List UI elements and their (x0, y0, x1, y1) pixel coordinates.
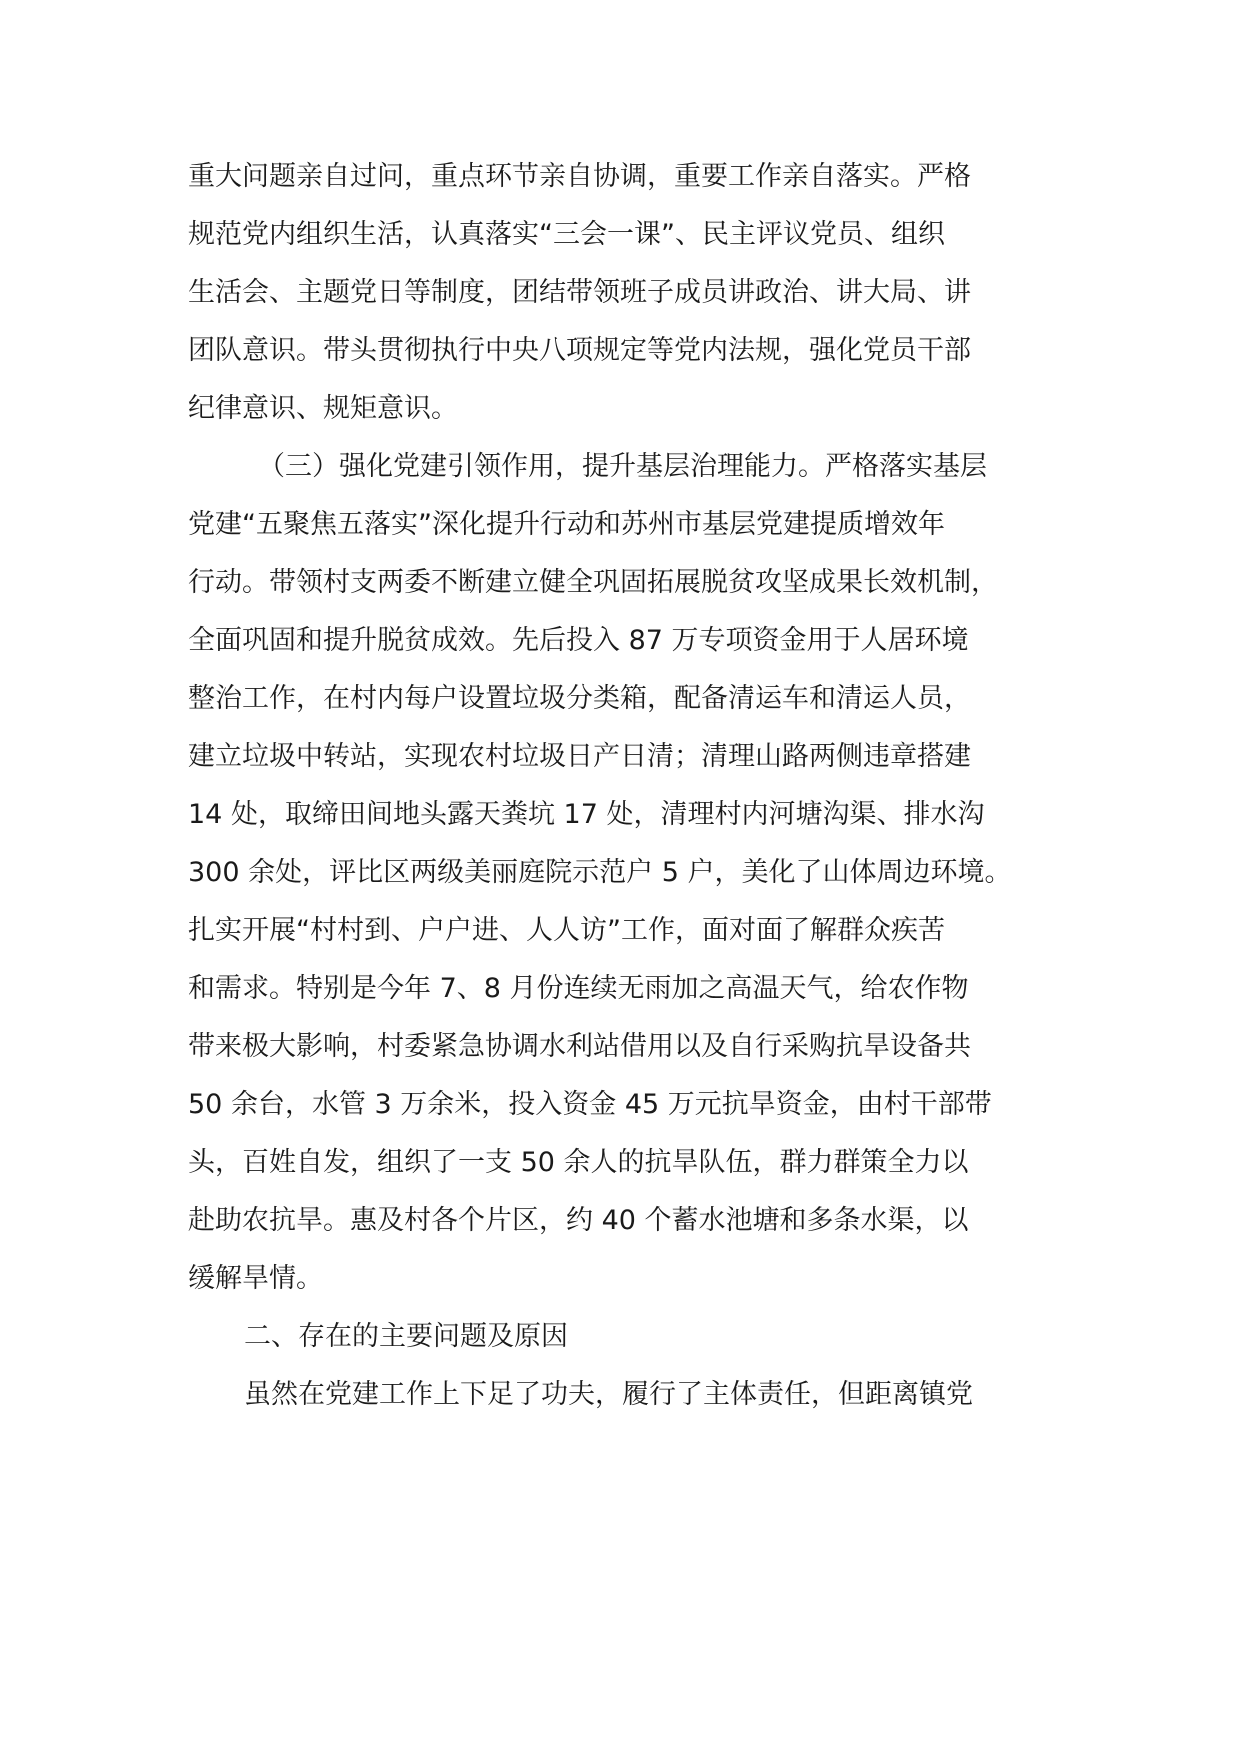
text-line: 14 处，取缔田间地头露天粪坑 17 处，清理村内河塘沟渠、排水沟 (188, 799, 985, 830)
section-heading-line: （三）强化党建引领作用，提升基层治理能力。严格落实基层 (258, 451, 987, 482)
text-line: 生活会、主题党日等制度，团结带领班子成员讲政治、讲大局、讲 (188, 277, 971, 308)
text-line: 赴助农抗旱。惠及村各个片区，约 40 个蓄水池塘和多条水渠，以 (188, 1205, 969, 1236)
text-line: 党建“五聚焦五落实”深化提升行动和苏州市基层党建提质增效年 (188, 509, 945, 540)
text-line: 50 余台，水管 3 万余米，投入资金 45 万元抗旱资金，由村干部带 (188, 1089, 992, 1120)
text-line: 纪律意识、规矩意识。 (188, 393, 458, 424)
text-line: 规范党内组织生活，认真落实“三会一课”、民主评议党员、组织 (188, 219, 945, 250)
text-line: 整治工作，在村内每户设置垃圾分类箱，配备清运车和清运人员， (188, 683, 971, 714)
text-line: 重大问题亲自过问，重点环节亲自协调，重要工作亲自落实。严格 (188, 161, 971, 192)
text-line: 行动。带领村支两委不断建立健全巩固拓展脱贫攻坚成果长效机制， (188, 567, 998, 598)
text-line: 头，百姓自发，组织了一支 50 余人的抗旱队伍，群力群策全力以 (188, 1147, 969, 1178)
text-line: 缓解旱情。 (188, 1263, 323, 1294)
text-line: 扎实开展“村村到、户户进、人人访”工作，面对面了解群众疾苦 (188, 915, 945, 946)
text-line: 团队意识。带头贯彻执行中央八项规定等党内法规，强化党员干部 (188, 335, 971, 366)
text-line: 带来极大影响，村委紧急协调水利站借用以及自行采购抗旱设备共 (188, 1031, 971, 1062)
section-heading-line: 二、存在的主要问题及原因 (244, 1321, 568, 1352)
text-line: 全面巩固和提升脱贫成效。先后投入 87 万专项资金用于人居环境 (188, 625, 969, 656)
text-line: 和需求。特别是今年 7、8 月份连续无雨加之高温天气，给农作物 (188, 973, 969, 1004)
text-line: 建立垃圾中转站，实现农村垃圾日产日清；清理山路两侧违章搭建 (188, 741, 971, 772)
text-line: 300 余处，评比区两级美丽庭院示范户 5 户，美化了山体周边环境。 (188, 857, 1012, 888)
text-line: 虽然在党建工作上下足了功夫，履行了主体责任，但距离镇党 (244, 1379, 973, 1410)
